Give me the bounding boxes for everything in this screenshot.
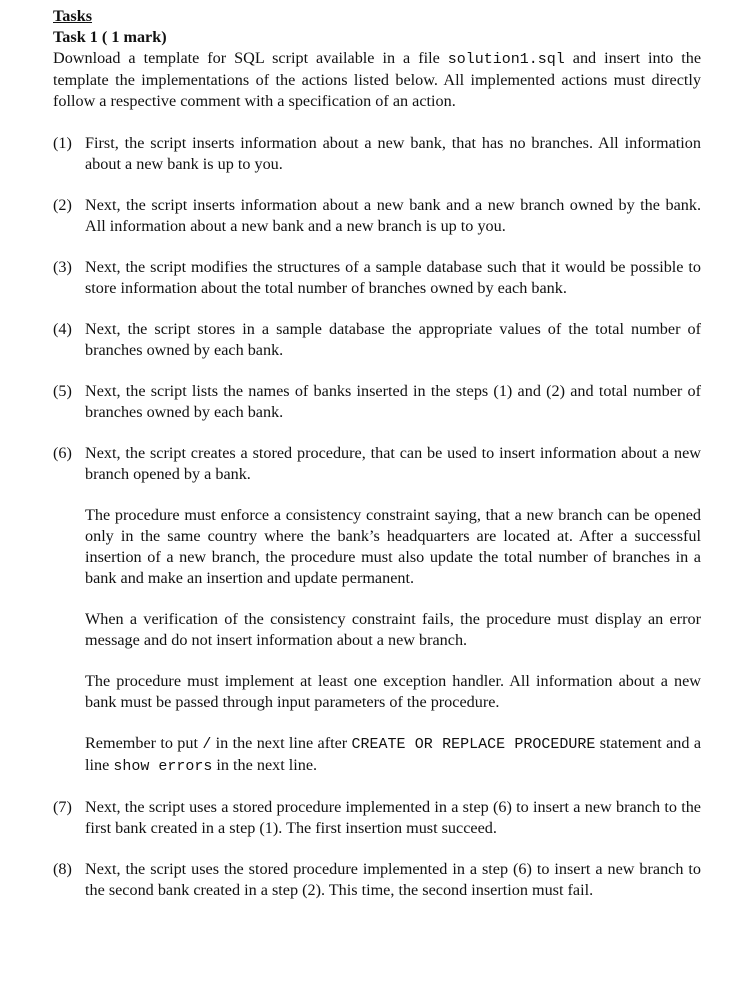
item-number: (5) (53, 382, 72, 400)
p5-text-c: statement and a line (85, 734, 701, 774)
task-item-1 (53, 133, 701, 175)
item-text: First, the script inserts information about a new bank, that has no branches. All information about a new bank is up to you. (85, 134, 701, 173)
task-item-3 (53, 257, 701, 299)
item-text: Next, the script stores in a sample database the appropriate values of the total number of branches owned by each bank. (85, 320, 701, 359)
item-text: Next, the script inserts information about a new bank and a new branch owned by the bank. All information about a new bank and a new branch is up to you. (85, 196, 701, 235)
item-paragraph-1: Next, the script creates a stored procedure, that can be used to insert information about a new branch opened by a bank. (85, 444, 701, 483)
item-number: (7) (53, 798, 72, 816)
slash-token: / (202, 736, 212, 753)
template-filename: solution1.sql (447, 51, 565, 68)
p5-text-b: in the next line after (211, 734, 352, 752)
item-text: Next, the script lists the names of banks inserted in the steps (1) and (2) and total number of branches owned by each bank. (85, 382, 701, 421)
intro-paragraph (53, 48, 701, 112)
intro-text-b: and insert into the template the implementations of the actions listed below. All implemented actions must directly follow a respective comment with a specification of an action. (53, 49, 701, 110)
item-number: (4) (53, 320, 72, 338)
p5-text-d: in the next line. (212, 756, 318, 774)
item-paragraph-4: The procedure must implement at least one exception handler. All information about a new bank must be passed through input parameters of the procedure. (85, 672, 701, 711)
item-text: Next, the script uses a stored procedure implemented in a step (6) to insert a new branch to the first bank created in a step (1). The first insertion must succeed. (85, 798, 701, 837)
p5-text-a: Remember to put (85, 734, 203, 752)
task-item-2 (53, 195, 701, 237)
item-text: Next, the script uses the stored procedure implemented in a step (6) to insert a new branch to the second bank created in a step (2). This time, the second insertion must fail. (85, 860, 701, 899)
document-page (53, 6, 701, 921)
section-title: Tasks (53, 7, 93, 25)
item-paragraph-2: The procedure must enforce a consistency constraint saying, that a new branch can be opened only in the same country where the bank’s headquarters are located at. After a successful insertion of a new branch, the procedure must also update the total number of branches in a bank and make an insertion and update permanent. (85, 506, 701, 587)
code-show-errors: show errors (113, 758, 213, 775)
item-number: (8) (53, 860, 72, 878)
item-paragraph-3: When a verification of the consistency constraint fails, the procedure must display an error message and do not insert information about a new branch. (85, 610, 701, 649)
task-item-8 (53, 859, 701, 901)
item-text: Next, the script modifies the structures of a sample database such that it would be possible to store information about the total number of branches owned by each bank. (85, 258, 701, 297)
item-number: (2) (53, 196, 72, 214)
task-item-6 (53, 443, 701, 777)
item-number: (3) (53, 258, 72, 276)
task-list (53, 133, 701, 901)
task-item-4 (53, 319, 701, 361)
item-paragraph-5 (85, 733, 701, 777)
item-number: (6) (53, 444, 72, 462)
task-title: Task 1 ( 1 mark) (53, 28, 167, 46)
task-item-7 (53, 797, 701, 839)
task-item-5 (53, 381, 701, 423)
code-create-procedure: CREATE OR REPLACE PROCEDURE (351, 736, 596, 753)
item-number: (1) (53, 134, 72, 152)
intro-text-a: Download a template for SQL script available in a file (53, 49, 448, 67)
